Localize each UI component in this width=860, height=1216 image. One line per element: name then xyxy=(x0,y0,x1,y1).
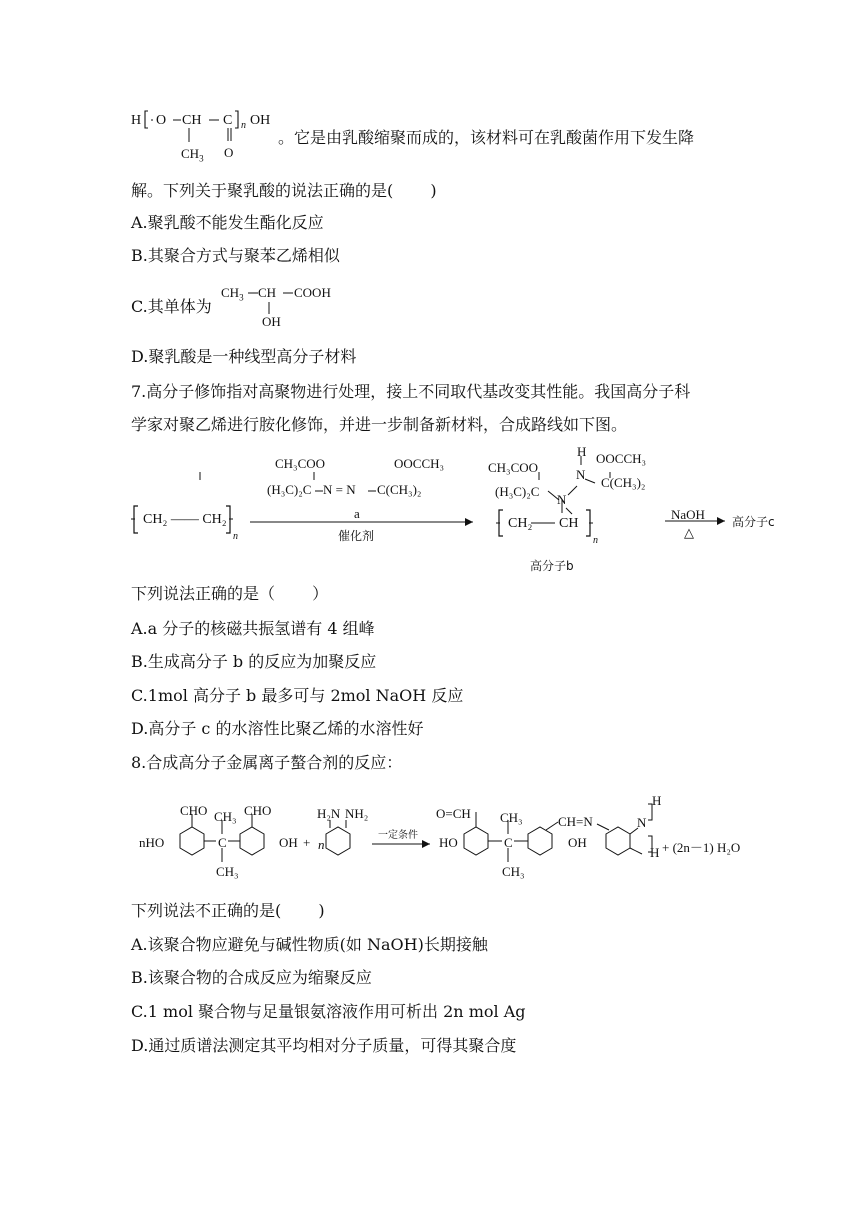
product-chain-ch: CH xyxy=(559,516,579,531)
product-left-top: CH₃COO xyxy=(488,460,539,475)
q6-option-a: A.聚乳酸不能发生酯化反应 xyxy=(131,213,324,232)
formula-n: n xyxy=(241,120,246,131)
q8-plus: + xyxy=(303,835,311,850)
q8-option-a: A.该聚合物应避免与碱性物质(如 NaOH)长期接触 xyxy=(131,935,488,954)
q7-option-a: A.a 分子的核磁共振氢谱有 4 组峰 xyxy=(131,619,375,638)
reagent-left-bottom: (H₃C)₂C xyxy=(267,482,312,497)
q8-cho1: CHO xyxy=(180,803,208,818)
q8-p-n: N xyxy=(637,815,647,830)
q6-option-c: C.其单体为 xyxy=(131,297,212,316)
formula-o-bottom: O xyxy=(224,145,234,160)
product-right-top: OOCCH₃ xyxy=(596,451,647,466)
formula-o: O xyxy=(156,113,167,128)
arrow-label-a: a xyxy=(354,506,360,521)
monomer-ch3: $CH_3$ xyxy=(221,285,244,303)
formula-c: C xyxy=(223,113,233,128)
q6-stem-line1: 。它是由乳酸缩聚而成的，该材料可在乳酸菌作用下发生降 xyxy=(278,128,695,147)
q8-p-h-right: H xyxy=(650,845,660,860)
q8-p-h-top: H xyxy=(652,793,662,808)
polyethylene-n: n xyxy=(233,531,238,542)
formula-h: H xyxy=(131,113,142,128)
reagent-right-bottom: C(CH₃)₂ xyxy=(377,482,422,497)
product-n2: N xyxy=(557,492,567,507)
product-right-mid: C(CH₃)₂ xyxy=(601,475,646,490)
q7-option-c: C.1mol 高分子 b 最多可与 2mol NaOH 反应 xyxy=(131,686,464,705)
reagent-dashes-svg xyxy=(315,486,415,498)
q8-cho2: CHO xyxy=(244,803,272,818)
q8-p-oh: OH xyxy=(568,835,587,850)
arrow-label-catalyst: 催化剂 xyxy=(338,529,375,543)
formula-oh: OH xyxy=(250,113,271,128)
reagent-right-top: OOCCH₃ xyxy=(394,456,445,471)
q8-ch3-bottom: CH₃ xyxy=(216,864,239,879)
q8-p-ho: HO xyxy=(439,835,458,850)
q8-option-b: B.该聚合物的合成反应为缩聚反应 xyxy=(131,968,372,987)
q7-stem-line1: 7.高分子修饰指对高聚物进行处理，接上不同取代基改变其性能。我国高分子科 xyxy=(131,382,691,401)
arrow2-heat: △ xyxy=(684,525,694,540)
label-polymer-c: 高分子c xyxy=(732,515,775,529)
q8-p-c: C xyxy=(504,835,513,850)
formula-ch: CH xyxy=(182,113,202,128)
monomer-oh: OH xyxy=(262,314,281,329)
product-chain-ch2: CH₂ xyxy=(508,516,533,531)
q8-nh2: NH₂ xyxy=(345,806,369,821)
q7-question: 下列说法正确的是（ ） xyxy=(131,584,329,603)
q8-oh: OH xyxy=(279,835,298,850)
q6-option-b: B.其聚合方式与聚苯乙烯相似 xyxy=(131,246,340,265)
monomer-cooh: COOH xyxy=(294,285,331,300)
arrow2-naoh: NaOH xyxy=(671,507,705,522)
q6-option-d: D.聚乳酸是一种线型高分子材料 xyxy=(131,347,357,366)
q8-p-tail: + (2n－1) H₂O xyxy=(662,840,741,855)
reagent-azo: N = N xyxy=(323,482,356,497)
formula-ch3: $CH_3$ xyxy=(181,146,204,164)
product-left-mid: (H₃C)₂C xyxy=(495,484,540,499)
q8-arrow-condition: 一定条件 xyxy=(378,830,418,841)
q7-stem-line2: 学家对聚乙烯进行胺化修饰，并进一步制备新材料，合成路线如下图。 xyxy=(131,415,628,434)
q6-stem-line2: 解。下列关于聚乳酸的说法正确的是( ) xyxy=(131,181,437,200)
q8-stem: 8.合成高分子金属离子螯合剂的反应： xyxy=(131,753,403,772)
product-n1: N xyxy=(576,467,586,482)
monomer-ch: CH xyxy=(258,285,277,300)
q8-p-oeqch: O=CH xyxy=(436,806,471,821)
q8-option-c: C.1 mol 聚合物与足量银氨溶液作用可析出 2n mol Ag xyxy=(131,1002,526,1021)
q7-option-b: B.生成高分子 b 的反应为加聚反应 xyxy=(131,652,377,671)
q8-p-ch3-bottom: CH₃ xyxy=(502,864,525,879)
q8-p-ch-eq-n: CH=N xyxy=(558,814,593,829)
q8-n2: n xyxy=(318,837,325,852)
q8-question: 下列说法不正确的是( ) xyxy=(131,901,325,920)
product-h: H xyxy=(577,444,587,459)
q8-ch3-top: CH₃ xyxy=(214,809,237,824)
q8-p-ch3-top: CH₃ xyxy=(500,810,523,825)
label-polymer-b: 高分子b xyxy=(530,559,574,573)
product-n: n xyxy=(593,535,598,546)
q8-c-center: C xyxy=(218,835,227,850)
polyethylene-unit: CH₂ —— CH₂ xyxy=(143,512,227,527)
reagent-left-top: CH₃COO xyxy=(275,456,326,471)
q8-n-ho: nHO xyxy=(139,835,165,850)
q7-option-d: D.高分子 c 的水溶性比聚乙烯的水溶性好 xyxy=(131,719,424,738)
q8-option-d: D.通过质谱法测定其平均相对分子质量，可得其聚合度 xyxy=(131,1036,517,1055)
q8-h2n: H₂N xyxy=(317,806,341,821)
